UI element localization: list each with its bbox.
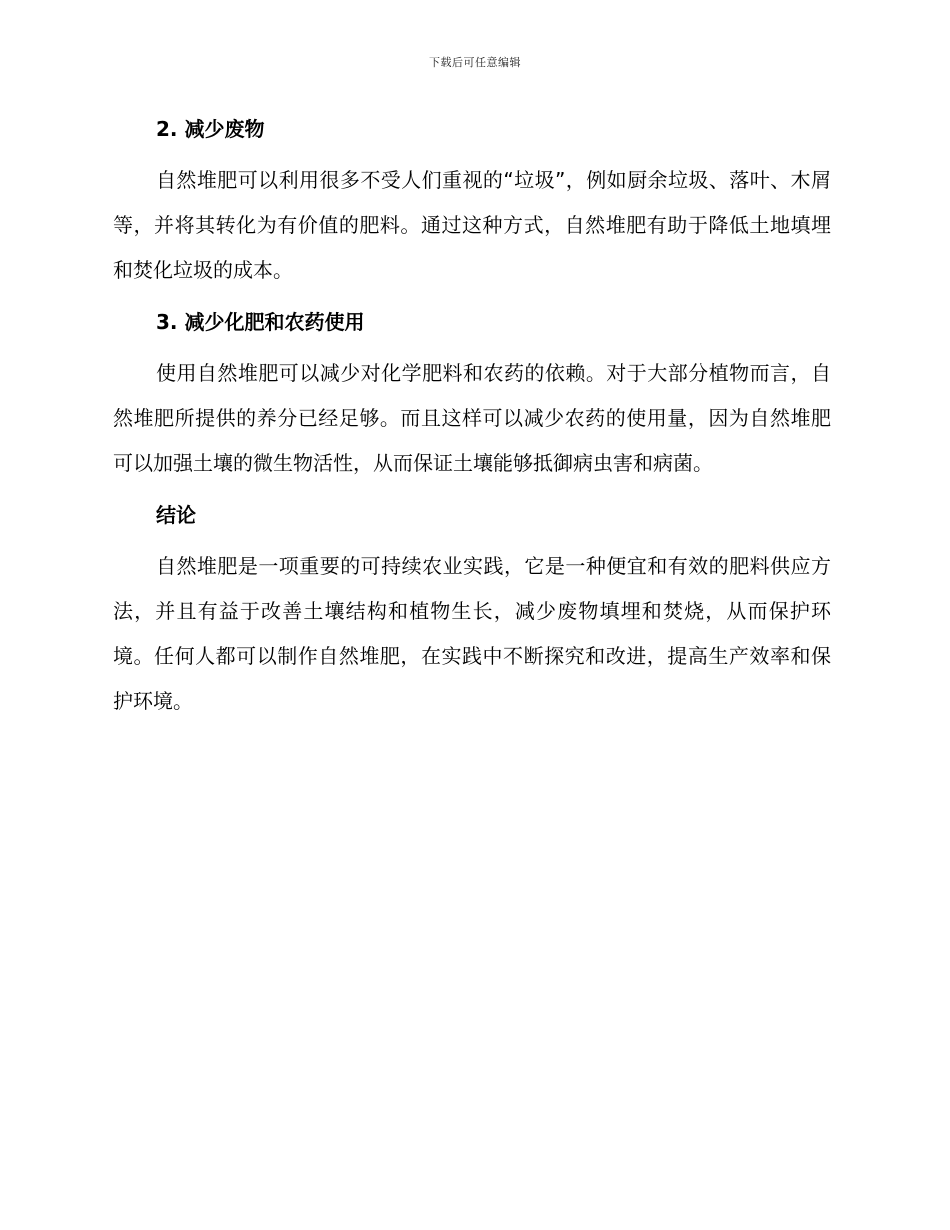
section-paragraph-conclusion: 自然堆肥是一项重要的可持续农业实践，它是一种便宜和有效的肥料供应方法，并且有益于改善土壤结构和植物生长，减少废物填埋和焚烧，从而保护环境。任何人都可以制作自然堆肥，在实践中不断探究和改进，提高生产效率和保护环境。 [113,554,831,713]
header-note: 下载后可任意编辑 [429,56,521,69]
section-heading-conclusion: 结论 [156,503,196,527]
section-paragraph-reduce-chemicals: 使用自然堆肥可以减少对化学肥料和农药的依赖。对于大部分植物而言，自然堆肥所提供的养分已经足够。而且这样可以减少农药的使用量，因为自然堆肥可以加强土壤的微生物活性，从而保证土壤能够抵御病虫害和病菌。 [113,361,831,475]
section-heading-reduce-waste: 2. 减少废物 [156,117,265,141]
section-heading-reduce-chemicals: 3. 减少化肥和农药使用 [156,310,365,334]
section-paragraph-reduce-waste: 自然堆肥可以利用很多不受人们重视的“垃圾”，例如厨余垃圾、落叶、木屑等，并将其转化为有价值的肥料。通过这种方式，自然堆肥有助于降低土地填埋和焚化垃圾的成本。 [113,168,831,282]
document-body [113,112,831,736]
